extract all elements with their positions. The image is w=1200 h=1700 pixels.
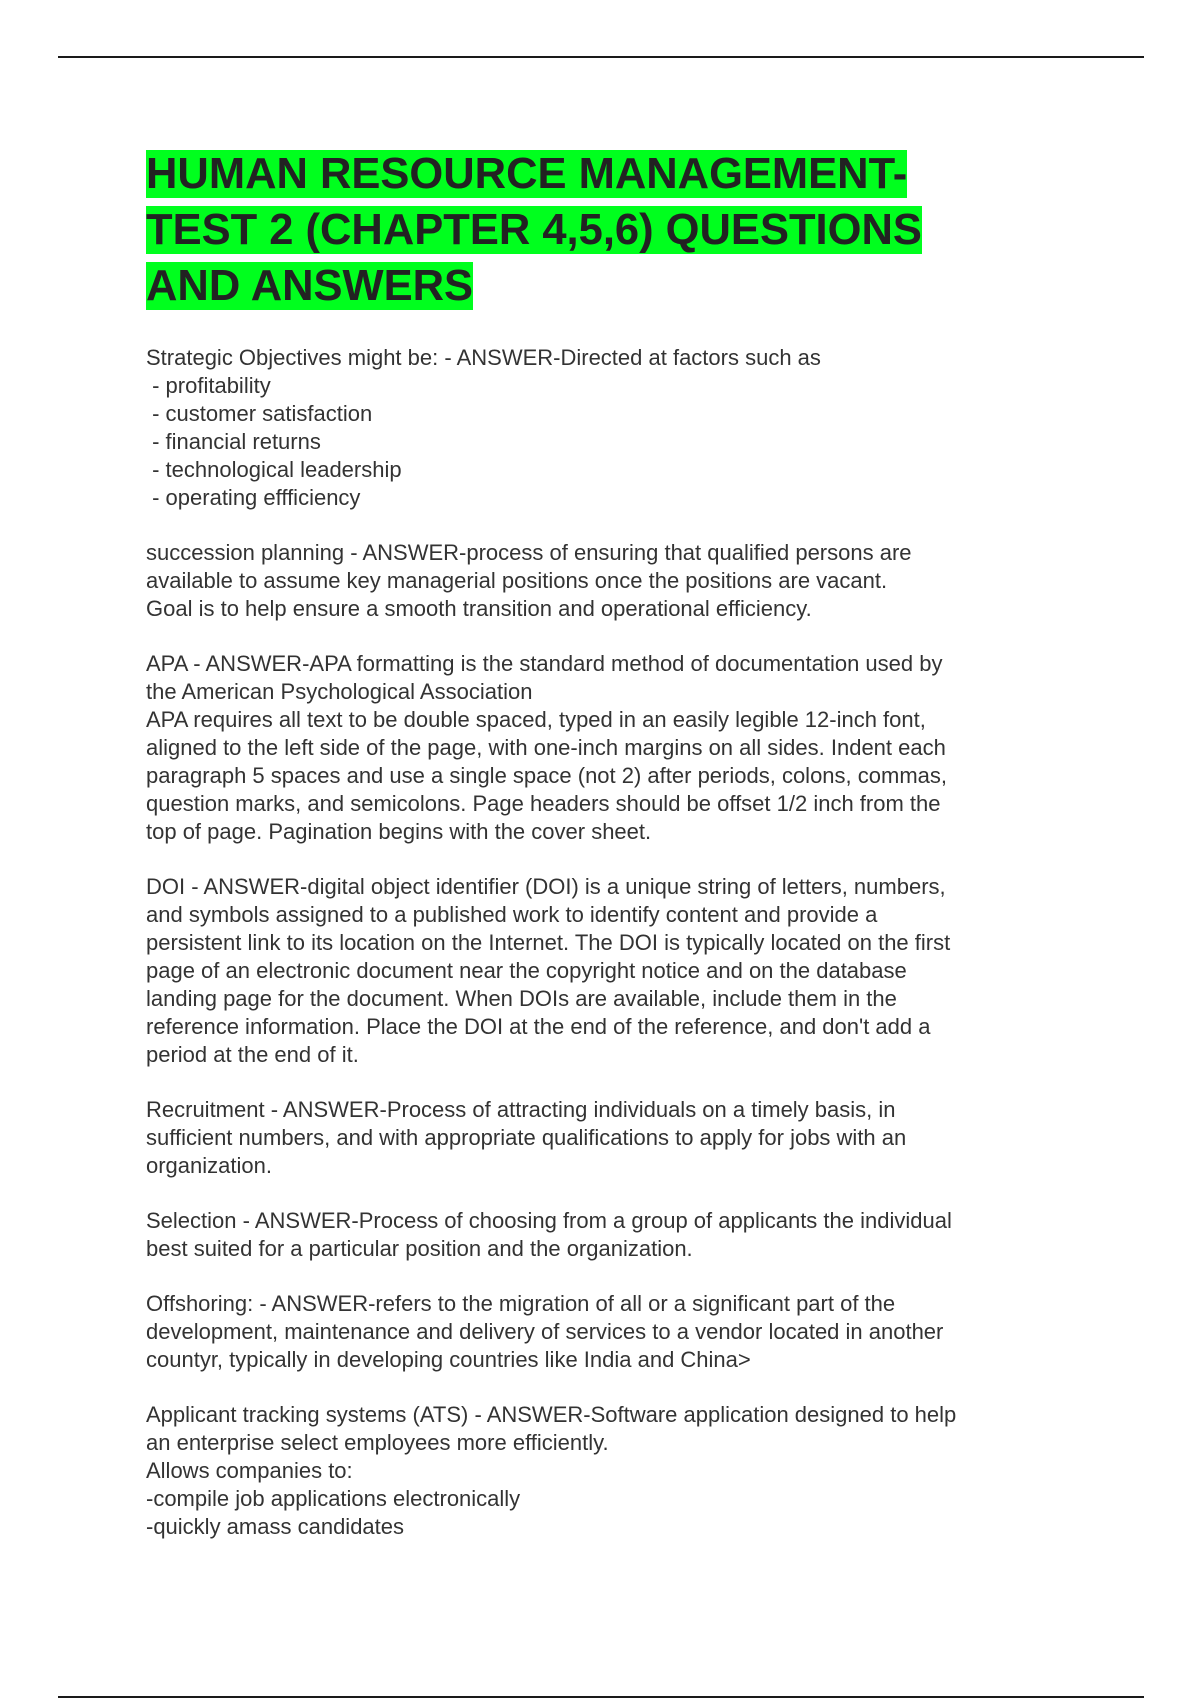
- qa-line: Allows companies to:: [146, 1458, 353, 1483]
- qa-line: -compile job applications electronically: [146, 1486, 521, 1511]
- qa-line: -quickly amass candidates: [146, 1514, 405, 1539]
- qa-line: succession planning - ANSWER-process of ensuring that qualified persons are: [146, 540, 912, 565]
- qa-line: APA requires all text to be double spaced, typed in an easily legible 12-inch font,: [146, 707, 926, 732]
- qa-line: best suited for a particular position and the organization.: [146, 1236, 693, 1261]
- qa-line: Applicant tracking systems (ATS) - ANSWER-Software application designed to help: [146, 1402, 957, 1427]
- qa-entry: [146, 344, 1046, 512]
- qa-line: DOI - ANSWER-digital object identifier (DOI) is a unique string of letters, numbers,: [146, 874, 946, 899]
- document-title: [146, 146, 1046, 314]
- qa-line: and symbols assigned to a published work to identify content and provide a: [146, 902, 878, 927]
- document-body: [146, 146, 1046, 1568]
- qa-entry: [146, 1290, 1046, 1374]
- title-line: HUMAN RESOURCE MANAGEMENT-: [146, 150, 908, 198]
- qa-line: development, maintenance and delivery of services to a vendor located in another: [146, 1319, 944, 1344]
- qa-line: countyr, typically in developing countries like India and China>: [146, 1347, 751, 1372]
- qa-line: - profitability: [146, 373, 271, 398]
- qa-line: persistent link to its location on the Internet. The DOI is typically located on the first: [146, 930, 951, 955]
- qa-entry: [146, 1096, 1046, 1180]
- top-rule: [58, 56, 1144, 58]
- qa-line: Goal is to help ensure a smooth transition and operational efficiency.: [146, 596, 812, 621]
- title-line: AND ANSWERS: [146, 262, 474, 310]
- qa-line: top of page. Pagination begins with the cover sheet.: [146, 819, 652, 844]
- qa-line: organization.: [146, 1153, 272, 1178]
- qa-line: APA - ANSWER-APA formatting is the standard method of documentation used by: [146, 651, 943, 676]
- qa-line: landing page for the document. When DOIs are available, include them in the: [146, 986, 897, 1011]
- qa-line: Offshoring: - ANSWER-refers to the migration of all or a significant part of the: [146, 1291, 896, 1316]
- qa-line: - operating effficiency: [146, 485, 361, 510]
- qa-line: available to assume key managerial positions once the positions are vacant.: [146, 568, 888, 593]
- qa-line: - customer satisfaction: [146, 401, 373, 426]
- qa-line: aligned to the left side of the page, with one-inch margins on all sides. Indent each: [146, 735, 946, 760]
- qa-entry: [146, 539, 1046, 623]
- qa-line: sufficient numbers, and with appropriate qualifications to apply for jobs with an: [146, 1125, 907, 1150]
- qa-entry: [146, 650, 1046, 846]
- qa-line: question marks, and semicolons. Page headers should be offset 1/2 inch from the: [146, 791, 941, 816]
- qa-line: - financial returns: [146, 429, 321, 454]
- qa-line: Selection - ANSWER-Process of choosing from a group of applicants the individual: [146, 1208, 952, 1233]
- qa-entry: [146, 873, 1046, 1069]
- qa-line: page of an electronic document near the copyright notice and on the database: [146, 958, 907, 983]
- qa-entry: [146, 1207, 1046, 1263]
- qa-line: Recruitment - ANSWER-Process of attracting individuals on a timely basis, in: [146, 1097, 896, 1122]
- bottom-rule: [58, 1696, 1144, 1698]
- qa-line: period at the end of it.: [146, 1042, 359, 1067]
- qa-line: Strategic Objectives might be: - ANSWER-Directed at factors such as: [146, 345, 821, 370]
- qa-line: paragraph 5 spaces and use a single space (not 2) after periods, colons, commas,: [146, 763, 948, 788]
- qa-line: - technological leadership: [146, 457, 402, 482]
- qa-line: an enterprise select employees more efficiently.: [146, 1430, 609, 1455]
- qa-line: reference information. Place the DOI at the end of the reference, and don't add a: [146, 1014, 931, 1039]
- qa-list: [146, 344, 1046, 1541]
- qa-entry: [146, 1401, 1046, 1541]
- title-line: TEST 2 (CHAPTER 4,5,6) QUESTIONS: [146, 206, 922, 254]
- qa-line: the American Psychological Association: [146, 679, 533, 704]
